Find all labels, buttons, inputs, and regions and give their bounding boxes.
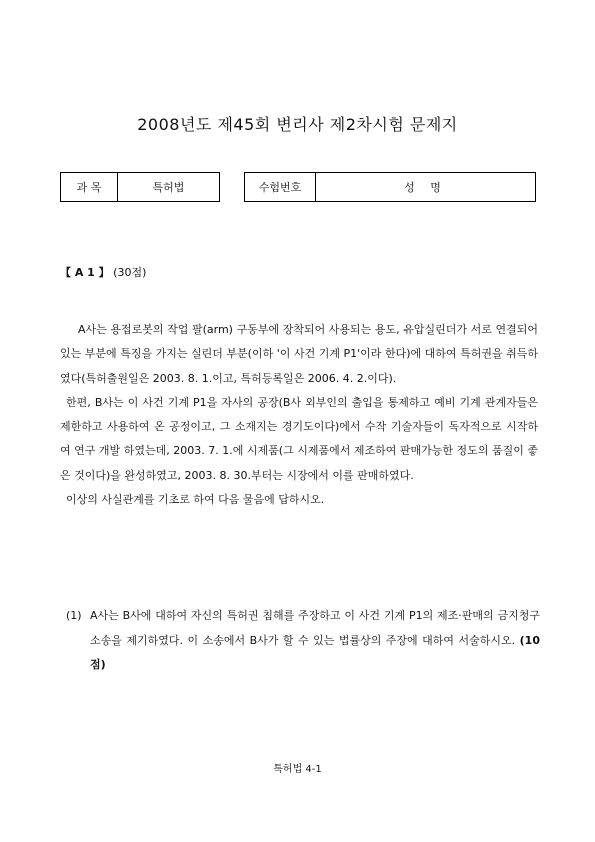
subject-value: 특허법 [117, 173, 219, 201]
question-label: 【 A 1 】 [60, 266, 110, 279]
exam-number-label: 수험번호 [258, 181, 302, 194]
exam-number-box [244, 172, 536, 202]
sub-question-body: A사는 B사에 대하여 자신의 특허권 침해를 주장하고 이 사건 기계 P1의 제조·판매의 금지청구소송을 제기하였다. 이 소송에서 B사가 할 수 있는 법률상의 주장에 대하여 서술하시오. [90, 609, 540, 647]
sub-question [66, 604, 540, 678]
sub-question-points: (10점) [90, 633, 540, 671]
subject-label: 과 목 [76, 181, 102, 194]
paragraph: A사는 용접로봇의 작업 팔(arm) 구동부에 장착되어 사용되는 용도, 유압실린더가 서로 연결되어 있는 부분에 특징을 가지는 실린더 부분(이하 '이 사건 기계 P1'이라 한다)에 대하여 특허권을 취득하였다(특허출원일은 2003. 8. 1.이고, 특허등록일은 2006. 4. 2.이다). [60, 323, 538, 385]
subject-box [60, 172, 220, 202]
question-header [60, 264, 146, 280]
name-field: 성 명 [315, 173, 535, 201]
page-title: 2008년도 제45회 변리사 제2차시험 문제지 [137, 115, 458, 134]
paragraph: 이상의 사실관계를 기초로 하여 다음 물음에 답하시오. [66, 493, 325, 507]
sub-question-text [90, 604, 540, 678]
sub-question-number: (1) [66, 609, 82, 622]
page-footer: 특허법 4-1 [273, 764, 322, 775]
question-points: (30점) [113, 266, 147, 279]
paragraph: 한편, B사는 이 사건 기계 P1을 자사의 공장(B사 외부인의 출입을 통제하고 예비 기계 관계자들은 제한하고 사용하여 온 공정이고, 그 소재지는 경기도이다)에서 수작 기술자들이 독자적으로 시작하여 연구 개발 하였는데, 2003. 7. 1.에 시제품(그 시제품에서 제조하여 판매가능한 정도의 품질이 좋은 것이다)을 완성하였고, 2003. 8. 30.부터는 시장에서 이를 판매하였다. [60, 395, 538, 482]
fact-pattern [60, 318, 538, 512]
